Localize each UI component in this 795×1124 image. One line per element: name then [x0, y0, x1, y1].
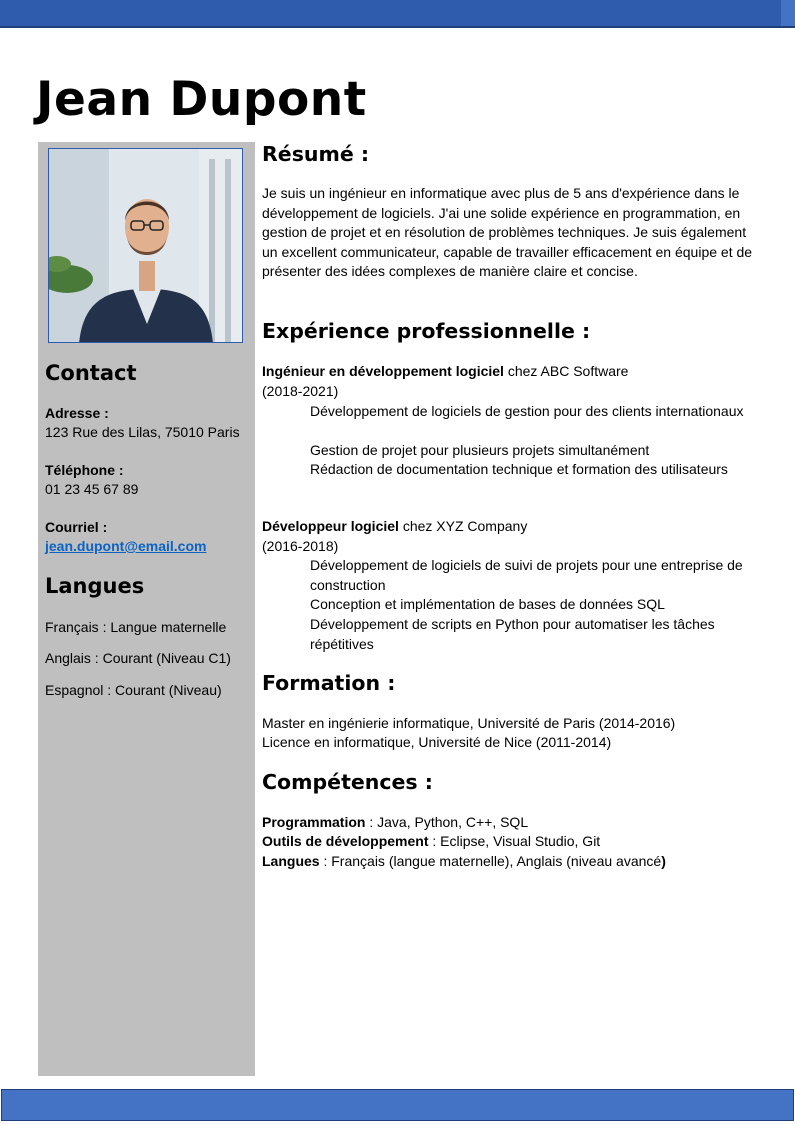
job-bullet: Développement de logiciels de suivi de projets pour une entreprise de construction — [310, 557, 743, 593]
phone-label: Téléphone : — [45, 462, 124, 478]
education-item: Master en ingénierie informatique, Université de Paris (2014-2016) — [262, 715, 676, 731]
contact-heading: Contact — [45, 361, 137, 385]
job-role: Développeur logiciel — [262, 518, 399, 534]
sidebar — [38, 142, 255, 1076]
summary-text: Je suis un ingénieur en informatique avec plus de 5 ans d'expérience dans le développement de logiciels. J'ai une solide expérience en programmation, en gestion de projet et en résolution de problèmes techniques. Je suis également un excellent communicateur, capable de travailler efficacement en équipe et de présenter des idées complexes de manière claire et concise. — [262, 185, 753, 280]
language-item: Français : Langue maternelle — [45, 619, 227, 635]
job-role: Ingénieur en développement logiciel — [262, 363, 504, 379]
portrait-photo-icon — [48, 148, 243, 343]
address-value: 123 Rue des Lilas, 75010 Paris — [45, 424, 240, 440]
education-heading: Formation : — [262, 671, 396, 695]
address-label: Adresse : — [45, 405, 109, 421]
email-label: Courriel : — [45, 519, 108, 535]
skill-item: Programmation : Java, Python, C++, SQL — [262, 814, 529, 830]
job-bullet: Gestion de projet pour plusieurs projets simultanément — [310, 442, 650, 458]
top-banner-bar — [0, 0, 781, 28]
summary-heading: Résumé : — [262, 142, 370, 166]
experience-heading: Expérience professionnelle : — [262, 319, 591, 343]
education-item: Licence en informatique, Université de Nice (2011-2014) — [262, 734, 612, 750]
bottom-banner-bar — [1, 1089, 794, 1121]
language-item: Anglais : Courant (Niveau C1) — [45, 650, 231, 666]
job-bullet: Conception et implémentation de bases de données SQL — [310, 596, 665, 612]
email-link[interactable]: jean.dupont@email.com — [45, 538, 207, 554]
job-title-line — [262, 362, 628, 382]
job-title-line — [262, 517, 527, 537]
job-company: chez XYZ Company — [398, 518, 528, 534]
email-value[interactable] — [45, 537, 206, 557]
job-company: chez ABC Software — [503, 363, 629, 379]
job-dates: (2018-2021) — [262, 383, 339, 399]
candidate-name: Jean Dupont — [36, 72, 367, 127]
skill-item: Outils de développement : Eclipse, Visual Studio, Git — [262, 833, 601, 849]
job-bullet: Développement de logiciels de gestion pour des clients internationaux — [310, 403, 744, 419]
skills-heading: Compétences : — [262, 770, 433, 794]
languages-heading: Langues — [45, 574, 145, 598]
phone-value: 01 23 45 67 89 — [45, 481, 139, 497]
job-dates: (2016-2018) — [262, 538, 339, 554]
skill-item: Langues : Français (langue maternelle), Anglais (niveau avancé) — [262, 853, 666, 869]
language-item: Espagnol : Courant (Niveau) — [45, 682, 222, 698]
job-bullet: Rédaction de documentation technique et formation des utilisateurs — [310, 461, 728, 477]
job-bullet: Développement de scripts en Python pour automatiser les tâches répétitives — [310, 616, 715, 652]
top-banner-bar-end — [781, 0, 795, 28]
